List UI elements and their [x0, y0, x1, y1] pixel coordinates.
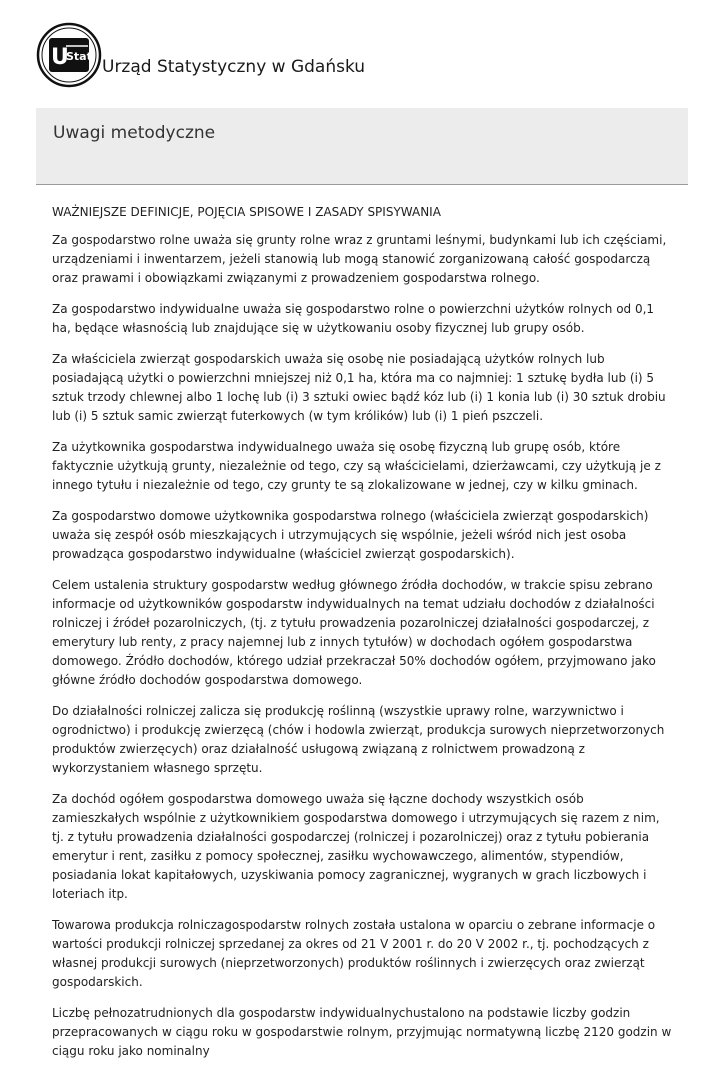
organization-name[interactable]: Urząd Statystyczny w Gdańsku	[102, 57, 366, 77]
paragraph: Za gospodarstwo indywidualne uważa się gospodarstwo rolne o powierzchni użytków rolnych od 0,1 ha, będące własnością lub znajdujące się w użytkowaniu osoby fizycznej lub grupy osób.	[52, 302, 655, 335]
paragraph: Towarowa produkcja rolniczagospodarstw rolnych została ustalona w oparciu o zebrane informacje o wartości produkcji rolniczej sprzedanej za okres od 21 V 2001 r. do 20 V 2002 r., tj. pochodzących z własnej produkcji surowych (nieprzetworzonych) produktów roślinnych i zwierzęcych oraz zwierząt gospodarskich.	[52, 918, 656, 989]
paragraph: Do działalności rolniczej zalicza się produkcję roślinną (wszystkie uprawy rolne, warzywnictwo i ogrodnictwo) i produkcję zwierzęcą (chów i hodowla zwierząt, produkcja surowych nieprzetworzonych produktów zwierzęcych) oraz działalność usługową związaną z rolnictwem prowadzoną z wykorzystaniem własnego sprzętu.	[52, 704, 665, 775]
paragraph: Za gospodarstwo domowe użytkownika gospodarstwa rolnego (właściciela zwierząt gospodarskich) uważa się zespół osób mieszkających i utrzymujących się wspólnie, jeżeli wśród nich jest osoba prowadząca gospodarstwo indywidualne (właściciel zwierząt gospodarskich).	[52, 509, 649, 561]
site-header	[36, 22, 636, 92]
paragraph: Za właściciela zwierząt gospodarskich uważa się osobę nie posiadającą użytków rolnych lub posiadającą użytki o powierzchni mniejszej niż 0,1 ha, która ma co najmniej: 1 sztukę bydła lub (i) 5 sztuk trzody chlewnej albo 1 lochę lub (i) 3 sztuki owiec bądź kóz lub (i) 1 konia lub (i) 30 sztuk drobiu lub (i) 5 sztuk samic zwierząt futerkowych (w tym królików) lub (i) 1 pień pszczeli.	[52, 352, 666, 423]
svg-text:Stat: Stat	[66, 50, 92, 63]
us-stat-logo-icon[interactable]	[36, 22, 102, 88]
svg-text:U: U	[51, 45, 69, 70]
section-heading: WAŻNIEJSZE DEFINICJE, POJĘCIA SPISOWE I ZASADY SPISYWANIA	[52, 205, 441, 219]
paragraph: Celem ustalenia struktury gospodarstw według głównego źródła dochodów, w trakcie spisu zebrano informacje od użytkowników gospodarstw indywidualnych na temat udziału dochodów z działalności rolniczej i źródeł pozarolniczych, (tj. z tytułu prowadzenia pozarolniczej działalności gospodarczej, z emerytury lub renty, z pracy najemnej lub z innych tytułów) w dochodach ogółem gospodarstwa domowego. Źródło dochodów, którego udział przekraczał 50% dochodów ogółem, przyjmowano jako główne źródło dochodów gospodarstwa domowego.	[52, 578, 656, 687]
article-content	[52, 204, 674, 1073]
paragraph: Za użytkownika gospodarstwa indywidualnego uważa się osobę fizyczną lub grupę osób, które faktycznie użytkują grunty, niezależnie od tego, czy są właścicielami, dzierżawcami, czy użytkują je z innego tytułu i niezależnie od tego, czy grunty te są zlokalizowane w jednej, czy w kilku gminach.	[52, 440, 661, 492]
paragraph: Za gospodarstwo rolne uważa się grunty rolne wraz z gruntami leśnymi, budynkami lub ich częściami, urządzeniami i inwentarzem, jeżeli stanowią lub mogą stanowić zorganizowaną całość gospodarczą oraz prawami i obowiązkami związanymi z prowadzeniem gospodarstwa rolnego.	[52, 233, 667, 285]
paragraph: Liczbę pełnozatrudnionych dla gospodarstw indywidualnychustalono na podstawie liczby godzin przepracowanych w ciągu roku w gospodarstwie rolnym, przyjmując normatywną liczbę 2120 godzin w ciągu roku jako nominalny	[52, 1006, 672, 1058]
page-title-band	[36, 108, 688, 185]
paragraph: Za dochód ogółem gospodarstwa domowego uważa się łączne dochody wszystkich osób zamieszkałych wspólnie z użytkownikiem gospodarstwa domowego i utrzymujących się razem z nim, tj. z tytułu prowadzenia działalności gospodarczej (rolniczej i pozarolniczej) oraz z tytułu pobierania emerytur i rent, zasiłku z pomocy społecznej, zasiłku wychowawczego, alimentów, stypendiów, posiadania lokat kapitałowych, uzyskiwania pomocy zagranicznej, wygranych w grach liczbowych i loteriach itp.	[52, 792, 660, 901]
page-title: Uwagi metodyczne	[53, 123, 216, 143]
